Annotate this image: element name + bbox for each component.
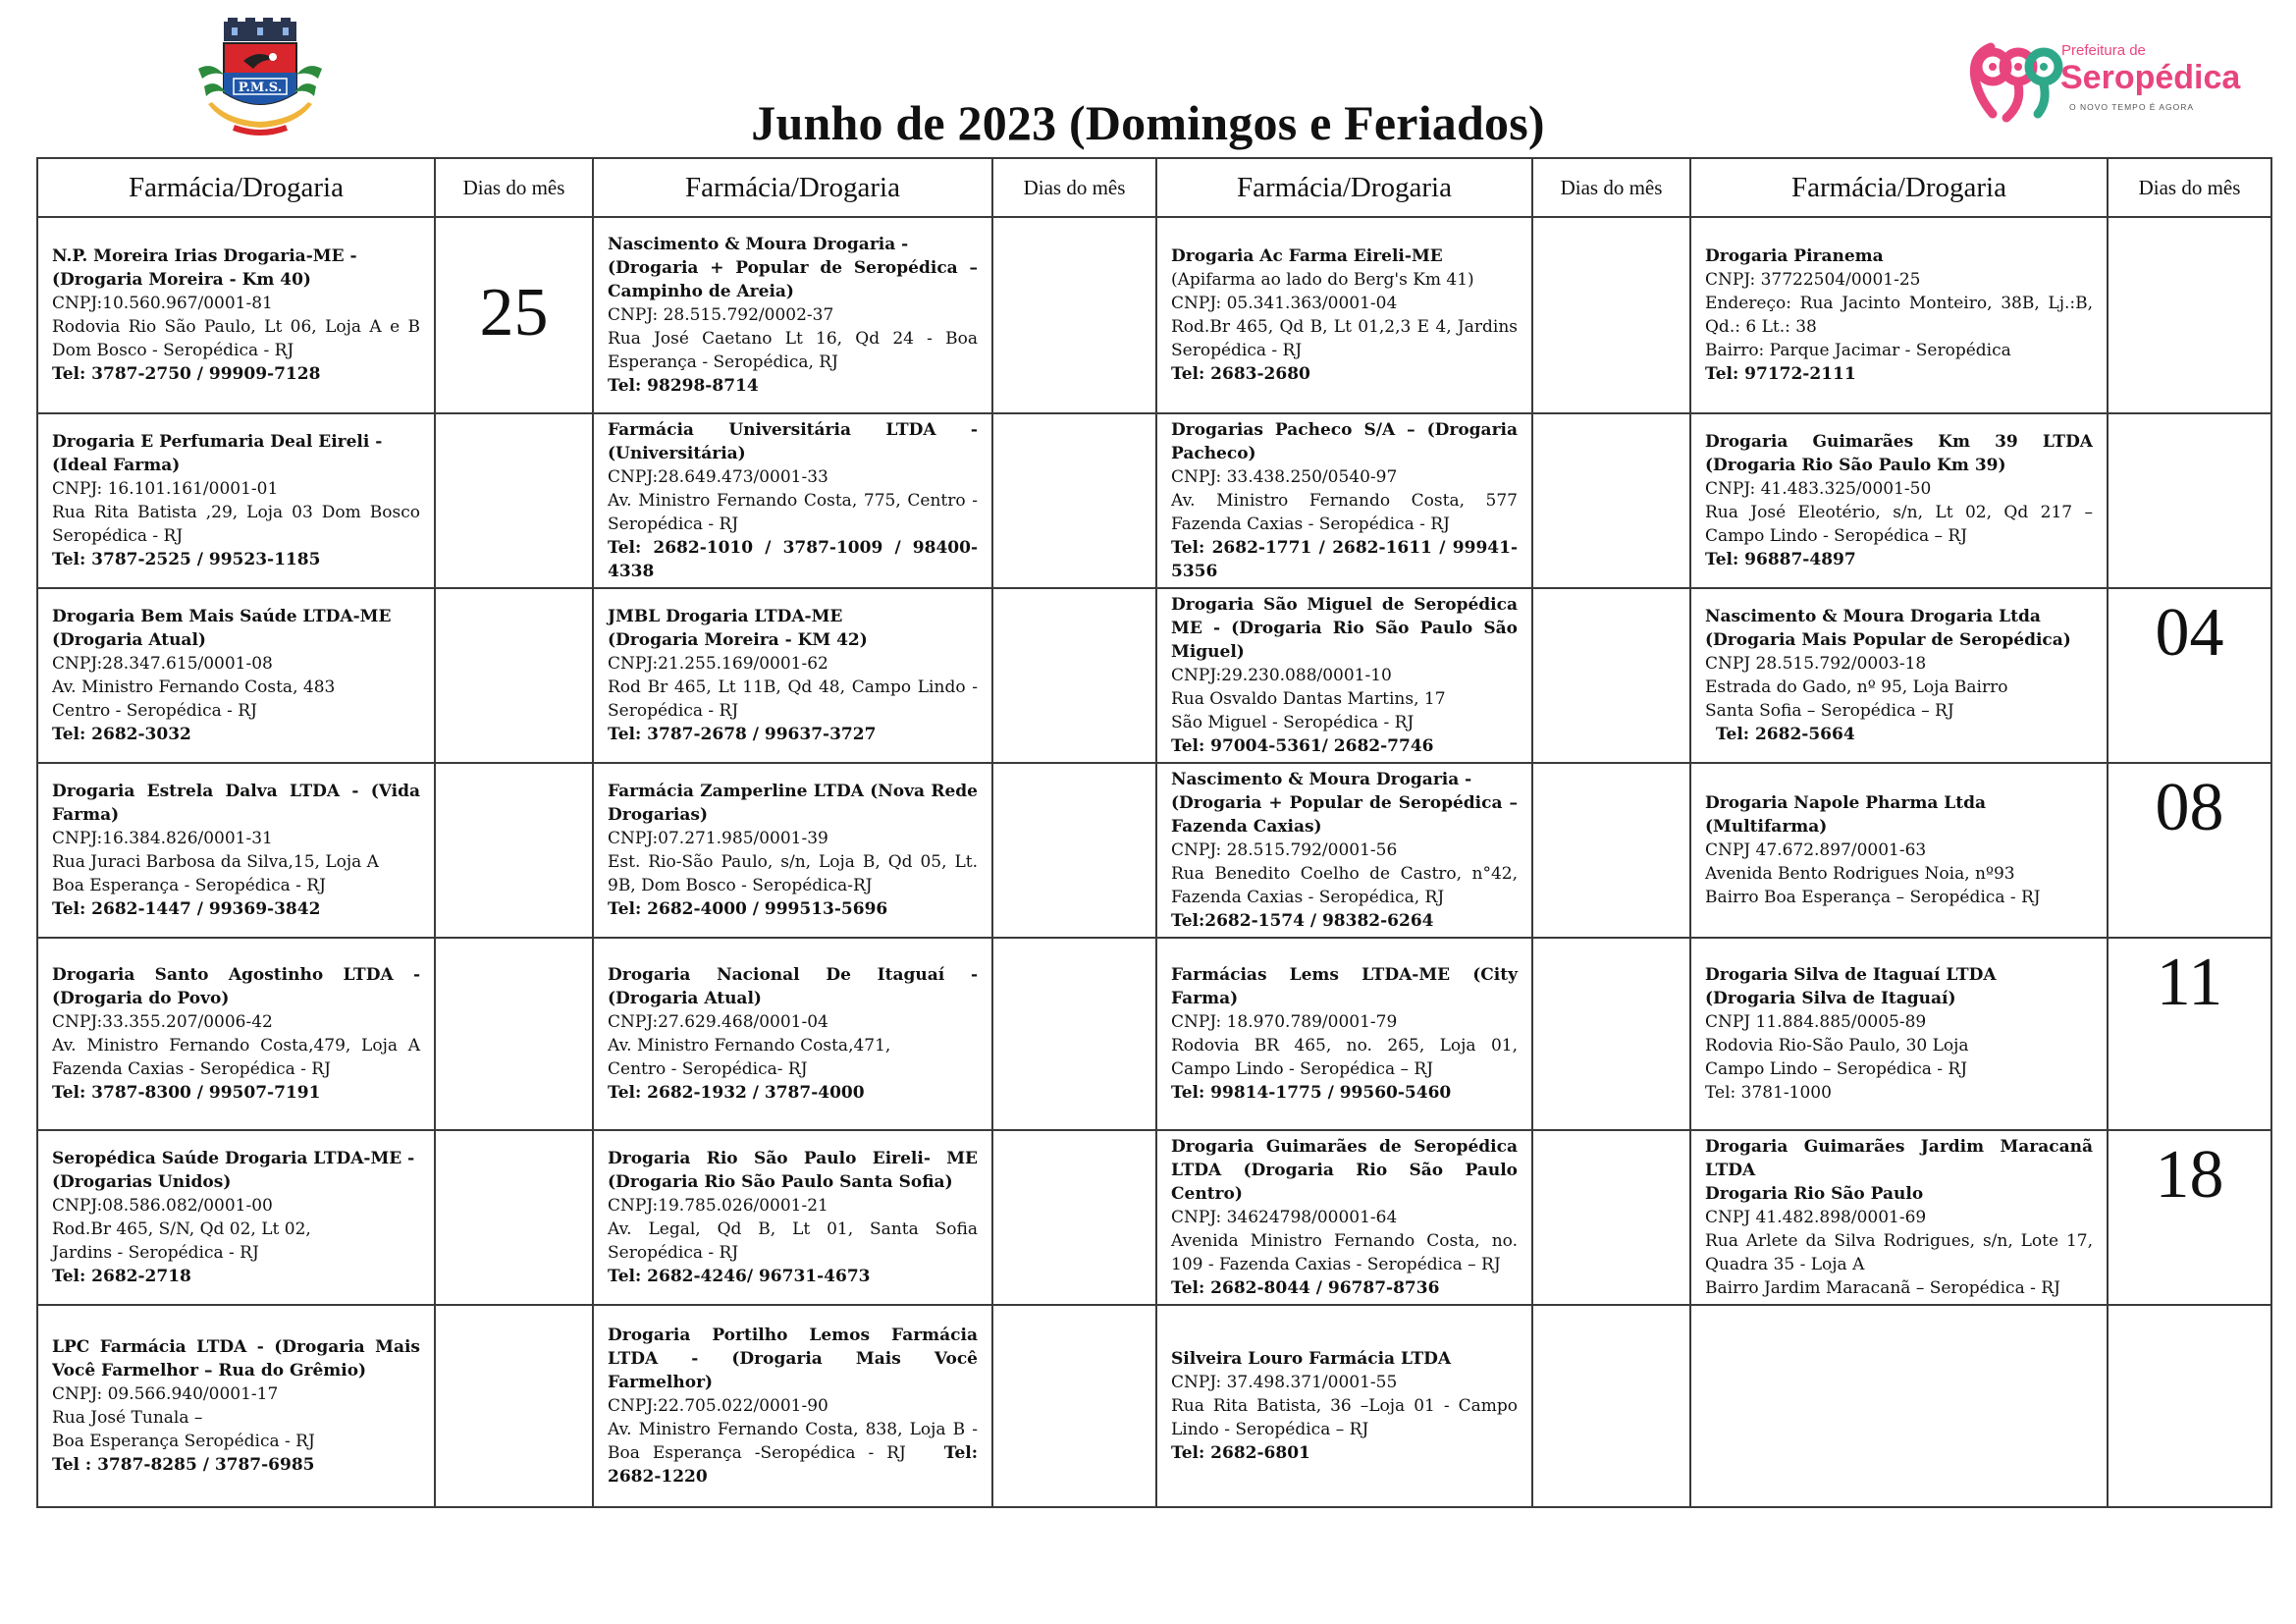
pharmacy-cell: [37, 1130, 435, 1305]
pharmacy-phone: Tel: 3787-8300 / 99507-7191: [52, 1083, 321, 1103]
pharmacy-detail: Centro - Seropédica- RJ: [608, 1059, 808, 1079]
pharmacy-roster-table: [36, 157, 2272, 1508]
pharmacy-cell: [593, 588, 992, 763]
day-number: 18: [2155, 1137, 2224, 1213]
page-title: Junho de 2023 (Domingos e Feriados): [751, 95, 1545, 150]
pharmacy-detail: CNPJ:10.560.967/0001-81: [52, 294, 273, 313]
pharmacy-detail: (Ideal Farma): [52, 456, 181, 475]
pharmacy-detail: CNPJ:19.785.026/0001-21: [608, 1196, 828, 1216]
pharmacy-cell: [37, 763, 435, 938]
pharmacy-name: JMBL Drogaria LTDA-ME: [608, 607, 843, 626]
pharmacy-detail: CNPJ: 05.341.363/0001-04: [1171, 294, 1398, 313]
pharmacy-detail: CNPJ: 41.483.325/0001-50: [1705, 479, 1932, 499]
day-of-month-cell: [1532, 763, 1690, 938]
column-header-dias: Dias do mês: [992, 158, 1156, 217]
day-number: [1533, 764, 1689, 774]
pharmacy-name: Drogaria Ac Farma Eireli-ME: [1171, 246, 1443, 266]
pharmacy-detail: São Miguel - Seropédica - RJ: [1171, 713, 1415, 732]
pharmacy-name: N.P. Moreira Irias Drogaria-ME -: [52, 246, 357, 266]
pharmacy-name: Drogaria Portilho Lemos Farmácia LTDA - (Drogaria Mais Você Farmelhor): [608, 1326, 978, 1392]
pharmacy-phone: Tel: 2682-2718: [52, 1267, 191, 1286]
pharmacy-detail: Estrada do Gado, nº 95, Loja Bairro: [1705, 677, 2008, 697]
day-of-month-cell: [992, 588, 1156, 763]
pharmacy-phone: Tel: 2682-4000 / 999513-5696: [608, 899, 888, 919]
day-of-month-cell: [435, 1130, 593, 1305]
day-of-month-cell: [1532, 1130, 1690, 1305]
pharmacy-detail: Rodovia Rio São Paulo, Lt 06, Loja A e B Dom Bosco - Seropédica - RJ: [52, 317, 420, 360]
day-of-month-cell: [1532, 1305, 1690, 1507]
pharmacy-detail: Rodovia BR 465, no. 265, Loja 01, Campo Lindo - Seropédica – RJ: [1171, 1036, 1518, 1079]
day-of-month-cell: [2108, 217, 2271, 413]
pharmacy-detail: Rua Benedito Coelho de Castro, n°42, Fazenda Caxias - Seropédica, RJ: [1171, 864, 1518, 907]
pharmacy-phone: Tel: 2682-1447 / 99369-3842: [52, 899, 321, 919]
day-number: [1533, 414, 1689, 424]
pharmacy-detail: Rua Juraci Barbosa da Silva,15, Loja A: [52, 852, 379, 872]
pharmacy-detail: CNPJ 47.672.897/0001-63: [1705, 840, 1927, 860]
pharmacy-name: Drogaria Santo Agostinho LTDA - (Drogaria do Povo): [52, 965, 420, 1008]
day-of-month-cell: [992, 1305, 1156, 1507]
pharmacy-name: Drogarias Pacheco S/A – (Drogaria Pacheco): [1171, 420, 1518, 463]
day-of-month-cell: [1532, 217, 1690, 413]
pharmacy-phone: Tel: 2682-1010 / 3787-1009 / 98400-4338: [608, 538, 978, 581]
pharmacy-cell: [1690, 1305, 2108, 1507]
pharmacy-detail: CNPJ:16.384.826/0001-31: [52, 829, 273, 848]
pharmacy-phone: Tel: 2682-1220: [608, 1443, 979, 1487]
day-number: [436, 1306, 592, 1316]
column-header-dias: Dias do mês: [435, 158, 593, 217]
brand-line2: Seropédica: [2060, 59, 2241, 96]
pharmacy-phone: Tel:2682-1574 / 98382-6264: [1171, 911, 1434, 931]
column-header-farmacia: Farmácia/Drogaria: [1690, 158, 2108, 217]
day-of-month-cell: [992, 938, 1156, 1130]
day-number: 25: [479, 275, 549, 351]
pharmacy-detail: CNPJ 28.515.792/0003-18: [1705, 654, 1927, 674]
pharmacy-detail: Rua José Caetano Lt 16, Qd 24 - Boa Esperança - Seropédica, RJ: [608, 329, 978, 372]
pharmacy-cell: [1156, 938, 1532, 1130]
day-of-month-cell: [992, 763, 1156, 938]
pharmacy-name: Drogaria Piranema: [1705, 246, 1884, 266]
pharmacy-phone: Tel: 2682-1771 / 2682-1611 / 99941-5356: [1171, 538, 1518, 581]
day-of-month-cell: [2108, 413, 2271, 588]
pharmacy-cell: [1690, 1130, 2108, 1305]
pharmacy-phone: Tel: 3787-2525 / 99523-1185: [52, 550, 321, 569]
day-of-month-cell: [435, 413, 593, 588]
pharmacy-cell: [593, 1305, 992, 1507]
pharmacy-detail: CNPJ:07.271.985/0001-39: [608, 829, 828, 848]
pharmacy-detail: (Multifarma): [1705, 817, 1828, 837]
column-header-dias: Dias do mês: [2108, 158, 2271, 217]
pharmacy-phone: Tel: 97172-2111: [1705, 364, 1856, 384]
pharmacy-detail: CNPJ: 34624798/00001-64: [1171, 1208, 1398, 1227]
pharmacy-detail: Av. Ministro Fernando Costa,479, Loja A Fazenda Caxias - Seropédica - RJ: [52, 1036, 420, 1079]
pharmacy-cell: [1156, 217, 1532, 413]
pharmacy-name: Drogaria Bem Mais Saúde LTDA-ME: [52, 607, 392, 626]
pharmacy-detail: Jardins - Seropédica - RJ: [52, 1243, 259, 1263]
pharmacy-detail: Rua Rita Batista, 36 –Loja 01 - Campo Lindo - Seropédica – RJ: [1171, 1396, 1518, 1439]
pharmacy-detail: Santa Sofia – Seropédica – RJ: [1705, 701, 1954, 721]
pharmacy-detail: CNPJ: 18.970.789/0001-79: [1171, 1012, 1398, 1032]
pharmacy-name: Farmácia Universitária LTDA - (Universitária): [608, 420, 978, 463]
day-of-month-cell: [435, 1305, 593, 1507]
day-number: 08: [2155, 770, 2224, 845]
day-number: [436, 939, 592, 948]
pharmacy-detail: Rua José Tunala –: [52, 1408, 203, 1428]
day-of-month-cell: [992, 413, 1156, 588]
pharmacy-name: Nascimento & Moura Drogaria Ltda: [1705, 607, 2041, 626]
day-of-month-cell: [1532, 588, 1690, 763]
pharmacy-name: Farmácias Lems LTDA-ME (City Farma): [1171, 965, 1518, 1008]
pharmacy-detail: Tel: 3781-1000: [1705, 1083, 1832, 1103]
pharmacy-name: LPC Farmácia LTDA - (Drogaria Mais Você Farmelhor – Rua do Grêmio): [52, 1337, 420, 1380]
pharmacy-cell: [593, 1130, 992, 1305]
pharmacy-detail: Rod Br 465, Lt 11B, Qd 48, Campo Lindo - Seropédica - RJ: [608, 677, 978, 721]
day-number: [1533, 1306, 1689, 1316]
pharmacy-detail: (Drogaria Atual): [52, 630, 206, 650]
day-of-month-cell: [2108, 1305, 2271, 1507]
day-number: 04: [2155, 595, 2224, 671]
day-number: [993, 764, 1155, 774]
pharmacy-detail: Av. Ministro Fernando Costa, 775, Centro - Seropédica - RJ: [608, 491, 978, 534]
pharmacy-name: Drogaria Nacional De Itaguaí -(Drogaria Atual): [608, 965, 978, 1008]
pharmacy-detail: Bairro Jardim Maracanã – Seropédica - RJ: [1705, 1278, 2060, 1298]
day-number: [436, 1131, 592, 1141]
day-number: [436, 764, 592, 774]
day-number: [2109, 1306, 2270, 1316]
day-of-month-cell: [1532, 413, 1690, 588]
pharmacy-detail: Rua Rita Batista ,29, Loja 03 Dom Bosco Seropédica - RJ: [52, 503, 420, 546]
day-of-month-cell: [435, 938, 593, 1130]
table-row: [37, 1130, 2271, 1305]
pharmacy-name: Farmácia Zamperline LTDA (Nova Rede Drogarias): [608, 782, 978, 825]
table-row: [37, 217, 2271, 413]
pharmacy-cell: [1690, 217, 2108, 413]
pharmacy-name: Drogaria Rio São Paulo Eireli- ME (Drogaria Rio São Paulo Santa Sofia): [608, 1149, 978, 1192]
table-row: [37, 413, 2271, 588]
pharmacy-detail: (Drogarias Unidos): [52, 1172, 232, 1192]
table-row: [37, 1305, 2271, 1507]
pharmacy-detail: (Apifarma ao lado do Berg's Km 41): [1171, 270, 1474, 290]
pharmacy-name: Drogaria Silva de Itaguaí LTDA: [1705, 965, 1997, 985]
pharmacy-detail: CNPJ: 37722504/0001-25: [1705, 270, 1921, 290]
pharmacy-name: Nascimento & Moura Drogaria -: [1171, 770, 1472, 789]
day-of-month-cell: [435, 217, 593, 413]
day-number: [2109, 414, 2270, 424]
pharmacy-detail: (Drogaria Silva de Itaguaí): [1705, 989, 1956, 1008]
pharmacy-name: Nascimento & Moura Drogaria -: [608, 235, 909, 254]
pharmacy-detail: CNPJ:08.586.082/0001-00: [52, 1196, 273, 1216]
pharmacy-detail: Av. Ministro Fernando Costa, 483: [52, 677, 336, 697]
pharmacy-detail: CNPJ: 37.498.371/0001-55: [1171, 1373, 1398, 1392]
pharmacy-detail: CNPJ 11.884.885/0005-89: [1705, 1012, 1927, 1032]
pharmacy-detail: Campo Lindo – Seropédica - RJ: [1705, 1059, 1968, 1079]
pharmacy-detail: Avenida Bento Rodrigues Noia, nº93: [1705, 864, 2015, 884]
pharmacy-detail: CNPJ 41.482.898/0001-69: [1705, 1208, 1927, 1227]
pharmacy-detail: (Drogaria + Popular de Seropédica – Fazenda Caxias): [1171, 793, 1518, 837]
day-number: [993, 218, 1155, 279]
pharmacy-detail: Rua Arlete da Silva Rodrigues, s/n, Lote 17, Quadra 35 - Loja A: [1705, 1231, 2093, 1274]
pharmacy-cell: [1156, 413, 1532, 588]
table-header-row: [37, 158, 2271, 217]
day-number: [993, 1131, 1155, 1141]
pharmacy-name: Drogaria E Perfumaria Deal Eireli -: [52, 432, 383, 452]
table-row: [37, 938, 2271, 1130]
pharmacy-detail: CNPJ:28.347.615/0001-08: [52, 654, 273, 674]
pharmacy-phone: Tel: 3787-2678 / 99637-3727: [608, 725, 877, 744]
day-number: [1533, 1131, 1689, 1141]
pharmacy-detail: Av. Ministro Fernando Costa, 838, Loja B - Boa Esperança -Seropédica - RJ: [608, 1420, 978, 1463]
pharmacy-detail: Bairro: Parque Jacimar - Seropédica: [1705, 341, 2011, 360]
pharmacy-cell: [37, 413, 435, 588]
table-row: [37, 763, 2271, 938]
pharmacy-phone: Tel: 2682-1932 / 3787-4000: [608, 1083, 865, 1103]
pharmacy-cell: [593, 413, 992, 588]
pharmacy-phone: Tel: 2682-8044 / 96787-8736: [1171, 1278, 1440, 1298]
day-of-month-cell: [2108, 938, 2271, 1130]
pharmacy-phone: Tel: 99814-1775 / 99560-5460: [1171, 1083, 1452, 1103]
pharmacy-cell: [593, 217, 992, 413]
pharmacy-phone: Tel : 3787-8285 / 3787-6985: [52, 1455, 315, 1475]
pharmacy-phone: Tel: 2682-4246/ 96731-4673: [608, 1267, 871, 1286]
pharmacy-detail: Rodovia Rio-São Paulo, 30 Loja: [1705, 1036, 1969, 1056]
pharmacy-detail: CNPJ: 16.101.161/0001-01: [52, 479, 279, 499]
day-of-month-cell: [2108, 763, 2271, 938]
pharmacy-name: Drogaria Guimarães Jardim Maracanã LTDA: [1705, 1137, 2093, 1180]
pharmacy-name: Drogaria Guimarães Km 39 LTDA (Drogaria Rio São Paulo Km 39): [1705, 432, 2093, 475]
pharmacy-detail: CNPJ:27.629.468/0001-04: [608, 1012, 828, 1032]
pharmacy-name: Seropédica Saúde Drogaria LTDA-ME -: [52, 1149, 415, 1168]
pharmacy-detail: CNPJ:22.705.022/0001-90: [608, 1396, 828, 1416]
pharmacy-name: Drogaria São Miguel de Seropédica ME - (Drogaria Rio São Paulo São Miguel): [1171, 595, 1518, 662]
pharmacy-cell: [1690, 588, 2108, 763]
pharmacy-detail: Rua Osvaldo Dantas Martins, 17: [1171, 689, 1446, 709]
pharmacy-detail: (Drogaria Mais Popular de Seropédica): [1705, 630, 2071, 650]
pharmacy-detail: CNPJ: 28.515.792/0001-56: [1171, 840, 1398, 860]
pharmacy-detail: (Drogaria + Popular de Seropédica – Campinho de Areia): [608, 258, 978, 301]
pharmacy-detail: Endereço: Rua Jacinto Monteiro, 38B, Lj.:B, Qd.: 6 Lt.: 38: [1705, 294, 2093, 337]
table-row: [37, 588, 2271, 763]
pharmacy-detail: Av. Ministro Fernando Costa,471,: [608, 1036, 891, 1056]
pharmacy-detail: Rua José Eleotério, s/n, Lt 02, Qd 217 – Campo Lindo - Seropédica – RJ: [1705, 503, 2093, 546]
day-number: [1533, 218, 1689, 279]
pharmacy-detail: Centro - Seropédica - RJ: [52, 701, 257, 721]
pharmacy-cell: [1156, 763, 1532, 938]
day-number: [1533, 589, 1689, 599]
pharmacy-phone: Tel: 96887-4897: [1705, 550, 1856, 569]
day-of-month-cell: [2108, 1130, 2271, 1305]
day-number: [2109, 218, 2270, 279]
pharmacy-detail: Boa Esperança - Seropédica - RJ: [52, 876, 326, 895]
pharmacy-detail: Bairro Boa Esperança – Seropédica - RJ: [1705, 888, 2041, 907]
day-number: [436, 589, 592, 599]
pharmacy-phone: Tel: 2683-2680: [1171, 364, 1310, 384]
pharmacy-detail: (Drogaria Moreira - KM 42): [608, 630, 868, 650]
pharmacy-phone: Tel: 98298-8714: [608, 376, 759, 396]
pharmacy-cell: [1690, 938, 2108, 1130]
pharmacy-cell: [1156, 1305, 1532, 1507]
day-number: [993, 414, 1155, 424]
column-header-farmacia: Farmácia/Drogaria: [1156, 158, 1532, 217]
pharmacy-cell: [1156, 588, 1532, 763]
day-number: [1533, 939, 1689, 948]
pharmacy-detail: CNPJ:28.649.473/0001-33: [608, 467, 828, 487]
day-of-month-cell: [2108, 588, 2271, 763]
pharmacy-detail: Avenida Ministro Fernando Costa, no. 109 - Fazenda Caxias - Seropédica – RJ: [1171, 1231, 1518, 1274]
crest-label: P.M.S.: [238, 81, 283, 95]
pharmacy-phone: Tel: 2682-3032: [52, 725, 191, 744]
pharmacy-detail: Rod.Br 465, S/N, Qd 02, Lt 02,: [52, 1219, 311, 1239]
pharmacy-detail: CNPJ:29.230.088/0001-10: [1171, 666, 1392, 685]
day-number: [993, 939, 1155, 948]
pharmacy-cell: [1690, 413, 2108, 588]
pharmacy-detail: CNPJ: 09.566.940/0001-17: [52, 1384, 279, 1404]
brand-line1: Prefeitura de: [2061, 42, 2146, 59]
brand-tagline: O NOVO TEMPO É AGORA: [2069, 102, 2195, 112]
day-number: [993, 1306, 1155, 1316]
day-number: [436, 414, 592, 424]
pharmacy-detail: Av. Legal, Qd B, Lt 01, Santa Sofia Seropédica - RJ: [608, 1219, 978, 1263]
column-header-dias: Dias do mês: [1532, 158, 1690, 217]
pharmacy-cell: [593, 938, 992, 1130]
pharmacy-cell: [1690, 763, 2108, 938]
pharmacy-cell: [1156, 1130, 1532, 1305]
pharmacy-cell: [37, 588, 435, 763]
pharmacy-detail: Boa Esperança Seropédica - RJ: [52, 1432, 315, 1451]
pharmacy-name: Drogaria Guimarães de Seropédica LTDA (Drogaria Rio São Paulo Centro): [1171, 1137, 1518, 1204]
pharmacy-detail: Drogaria Rio São Paulo: [1705, 1184, 1924, 1204]
pharmacy-phone: Tel: 2682-5664: [1715, 725, 1855, 744]
pharmacy-cell: [593, 763, 992, 938]
pharmacy-detail: Av. Ministro Fernando Costa, 577 Fazenda Caxias - Seropédica - RJ: [1171, 491, 1518, 534]
day-of-month-cell: [992, 1130, 1156, 1305]
pharmacy-phone: Tel: 97004-5361/ 2682-7746: [1171, 736, 1434, 756]
pharmacy-detail: CNPJ:33.355.207/0006-42: [52, 1012, 273, 1032]
pharmacy-name: Silveira Louro Farmácia LTDA: [1171, 1349, 1452, 1369]
pharmacy-detail: CNPJ: 28.515.792/0002-37: [608, 305, 834, 325]
pharmacy-cell: [37, 938, 435, 1130]
day-of-month-cell: [1532, 938, 1690, 1130]
pharmacy-cell: [37, 1305, 435, 1507]
column-header-farmacia: Farmácia/Drogaria: [37, 158, 435, 217]
day-number: [993, 589, 1155, 599]
pharmacy-name: Drogaria Napole Pharma Ltda: [1705, 793, 1987, 813]
pharmacy-detail: CNPJ: 33.438.250/0540-97: [1171, 467, 1398, 487]
pharmacy-cell: [37, 217, 435, 413]
day-number: 11: [2156, 945, 2223, 1020]
pharmacy-detail: (Drogaria Moreira - Km 40): [52, 270, 311, 290]
day-of-month-cell: [992, 217, 1156, 413]
day-of-month-cell: [435, 588, 593, 763]
pharmacy-detail: Est. Rio-São Paulo, s/n, Loja B, Qd 05, Lt. 9B, Dom Bosco - Seropédica-RJ: [608, 852, 978, 895]
pharmacy-phone: Tel: 3787-2750 / 99909-7128: [52, 364, 321, 384]
pharmacy-detail: CNPJ:21.255.169/0001-62: [608, 654, 828, 674]
day-of-month-cell: [435, 763, 593, 938]
pharmacy-detail: Rod.Br 465, Qd B, Lt 01,2,3 E 4, Jardins Seropédica - RJ: [1171, 317, 1518, 360]
column-header-farmacia: Farmácia/Drogaria: [593, 158, 992, 217]
pharmacy-phone: Tel: 2682-6801: [1171, 1443, 1310, 1463]
pharmacy-name: Drogaria Estrela Dalva LTDA - (Vida Farma): [52, 782, 420, 825]
